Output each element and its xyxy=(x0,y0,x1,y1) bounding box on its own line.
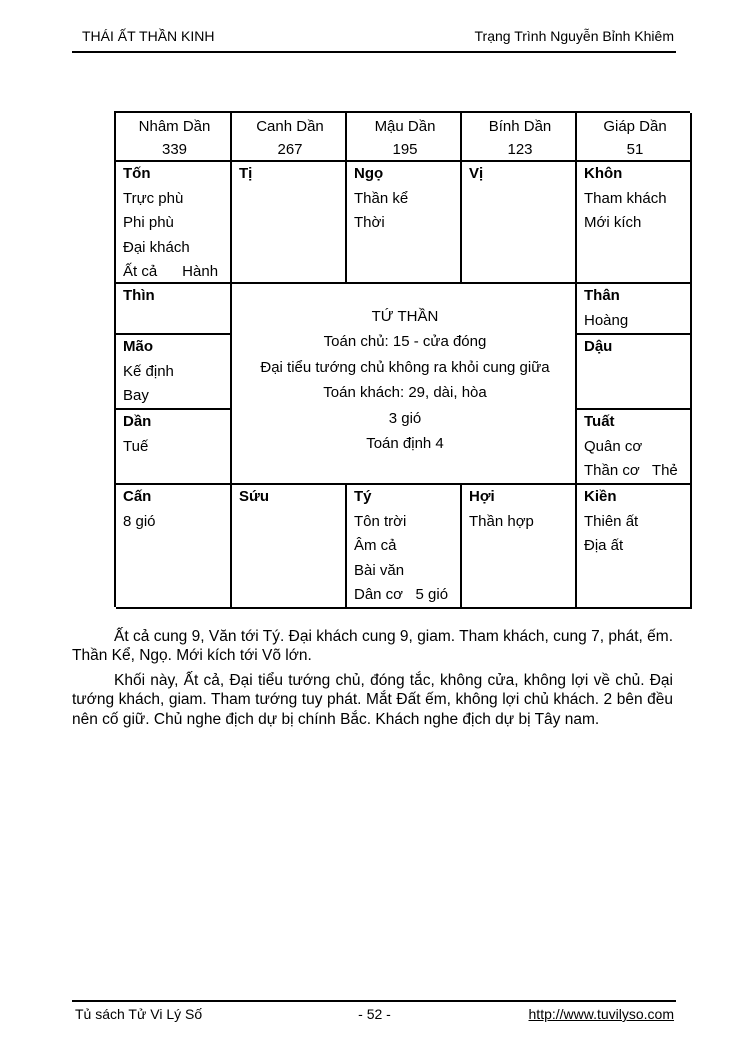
palace-cell-ton xyxy=(116,162,232,284)
commentary-paragraph-2: Khối này, Ất cả, Đại tiểu tướng chủ, đóng tắc, không cửa, không lợi về chủ. Đại tướng khách, giam. Tham tướng tuy phát. Mắt Đất ếm, không lợi chủ khách. 2 bên đều nên cố giữ. Chủ nghe địch dự bị chính Bắc. Khách nghe địch dự bị Tây nam. xyxy=(72,671,673,728)
palace-cell-hoi xyxy=(462,485,577,609)
palace-lines: Kế định Bay xyxy=(123,362,174,404)
palace-cell-dau xyxy=(577,335,692,410)
palace-title: Tị xyxy=(239,165,253,182)
palace-cell-ty xyxy=(347,485,462,609)
palace-lines: Hoàng xyxy=(584,311,629,329)
palace-lines: Trực phù Phi phù Đại khách Ất cả Hành xyxy=(123,189,219,280)
header-author: Trạng Trình Nguyễn Bỉnh Khiêm xyxy=(474,28,674,44)
palace-lines: Tuế xyxy=(123,437,149,455)
palace-title: Hợi xyxy=(469,488,495,505)
commentary-text xyxy=(72,627,673,734)
palace-lines: Quân cơ Thần cơ Thẻ xyxy=(584,437,678,479)
center-title: TỨ THẦN xyxy=(371,308,439,325)
year-name: Giáp Dần xyxy=(603,118,667,135)
year-value: 123 xyxy=(507,141,533,158)
palace-lines: Tôn trời Âm cả Bài văn Dân cơ 5 gió xyxy=(354,512,449,603)
palace-lines: Thần hợp xyxy=(469,512,534,530)
running-footer xyxy=(72,1000,676,1022)
palace-title: Thìn xyxy=(123,287,155,304)
palace-lines: Thần kể Thời xyxy=(354,189,409,231)
palace-title: Sứu xyxy=(239,488,270,505)
center-summary-cell xyxy=(232,284,577,485)
palace-lines: Thiên ất Địa ất xyxy=(584,512,639,554)
palace-cell-can xyxy=(116,485,232,609)
year-cell-nham-dan xyxy=(116,113,232,162)
year-value: 267 xyxy=(277,141,303,158)
year-value: 339 xyxy=(161,141,188,158)
palace-cell-suu xyxy=(232,485,347,609)
commentary-paragraph-1: Ất cả cung 9, Văn tới Tý. Đại khách cung 9, giam. Tham khách, cung 7, phát, ếm. Thần Kể, Ngọ. Mới kích tới Võ lớn. xyxy=(72,628,673,665)
year-name: Nhâm Dần xyxy=(138,118,211,135)
palace-title: Mão xyxy=(123,338,153,355)
taiat-chart-table xyxy=(114,111,690,607)
palace-lines: 8 gió xyxy=(123,512,156,530)
footer-page-number: - 52 - xyxy=(358,1006,391,1022)
palace-title: Tý xyxy=(354,488,372,505)
palace-title: Thân xyxy=(584,287,620,304)
palace-cell-ti xyxy=(232,162,347,284)
palace-title: Tốn xyxy=(123,165,151,182)
palace-cell-khon xyxy=(577,162,692,284)
year-name: Canh Dần xyxy=(256,118,324,135)
palace-cell-thin xyxy=(116,284,232,335)
year-cell-giap-dan xyxy=(577,113,692,162)
palace-title: Vị xyxy=(469,165,484,182)
palace-title: Dần xyxy=(123,413,152,430)
year-cell-mau-dan xyxy=(347,113,462,162)
year-cell-canh-dan xyxy=(232,113,347,162)
year-value: 195 xyxy=(392,141,418,158)
year-value: 51 xyxy=(626,141,644,158)
palace-cell-dan xyxy=(116,410,232,485)
palace-cell-than xyxy=(577,284,692,335)
palace-cell-mao xyxy=(116,335,232,410)
year-name: Bính Dần xyxy=(488,118,552,135)
palace-title: Ngọ xyxy=(354,165,384,182)
palace-cell-vi xyxy=(462,162,577,284)
palace-title: Cấn xyxy=(123,488,152,505)
footer-url-link[interactable]: http://www.tuvilyso.com xyxy=(528,1006,675,1022)
center-lines: Toán chủ: 15 - cửa đóng Đại tiểu tướng chủ không ra khỏi cung giữa Toán khách: 29, dài, hòa 3 gió Toán định 4 xyxy=(260,333,550,453)
year-cell-binh-dan xyxy=(462,113,577,162)
palace-title: Kiền xyxy=(584,488,617,505)
header-book-title: THÁI ẤT THẦN KINH xyxy=(82,28,215,44)
palace-title: Khôn xyxy=(584,165,623,182)
year-name: Mậu Dần xyxy=(374,118,436,135)
palace-title: Dậu xyxy=(584,338,613,355)
palace-cell-tuat xyxy=(577,410,692,485)
running-header xyxy=(72,28,676,53)
palace-cell-kien xyxy=(577,485,692,609)
palace-lines: Tham khách Mới kích xyxy=(584,189,667,231)
footer-series-title: Tủ sách Tử Vi Lý Số xyxy=(75,1006,203,1022)
palace-cell-ngo xyxy=(347,162,462,284)
palace-title: Tuất xyxy=(584,413,615,430)
